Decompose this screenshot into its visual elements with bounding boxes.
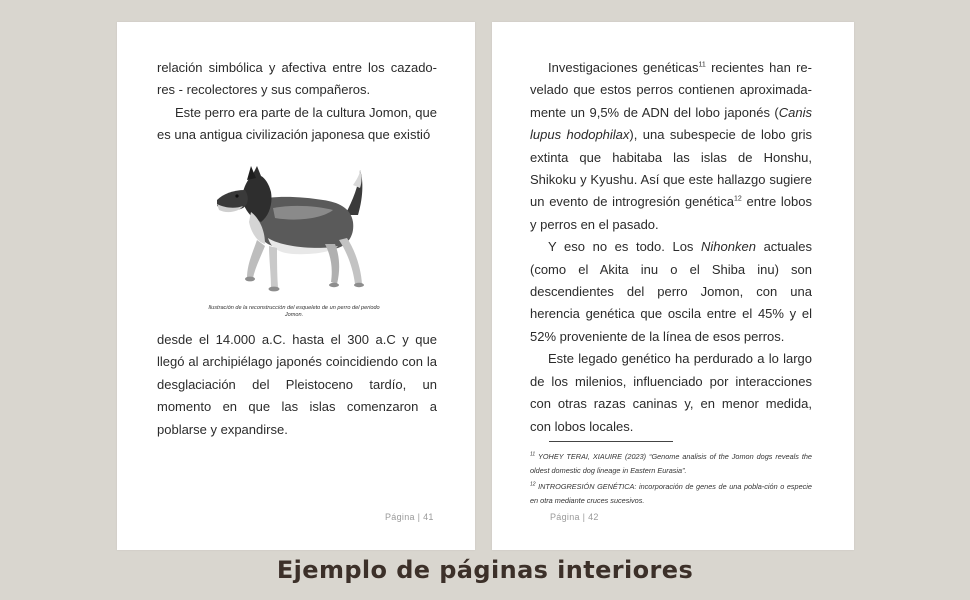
- text-run: ), una subespecie de lobo gris extinta que habitaba las islas de Honshu, Shikoku y Kyushu. Así que este hallazgo sugiere un evento de introgresión genética: [530, 127, 812, 210]
- paragraph: relación simbólica y afectiva entre los cazado-res - recolectores y sus compañeros.: [157, 60, 437, 98]
- footnote-11: [530, 450, 812, 478]
- footnote-12: [530, 480, 812, 508]
- banner-caption: Ejemplo de páginas interiores: [276, 556, 694, 584]
- paragraph: Este legado genético ha perdurado a lo largo de los milenios, influenciado por interacciones con otras razas caninas y, en menor medida, con lobos locales.: [530, 351, 812, 434]
- jomon-dog-illustration: [213, 160, 383, 302]
- footnote-ref: 11: [698, 61, 706, 69]
- paragraph: Este perro era parte de la cultura Jomon, que es una antigua civilización japonesa que existió: [157, 104, 437, 143]
- text-run: entre lobos y perros en el pasado.: [530, 194, 812, 232]
- text-run: actuales (como el Akita inu o el Shiba inu) son descendientes del perro Jomon, con una herencia genética que oscila entre el 45% y el 52% proveniente de la línea de esos perros.: [530, 239, 812, 344]
- paragraph: [530, 57, 812, 236]
- page-41-text-bottom: [157, 329, 437, 441]
- figure-caption: Ilustración de la reconstrucción del esqueleto de un perro del periodo Jomon.: [208, 305, 380, 318]
- footnote-text: YOHEY TERAI, XIAUIRE (2023) “Genome analisis of the Jomon dogs reveals the oldest domestic dog lineage in Eastern Eurasia”.: [530, 452, 812, 475]
- footnote-number: 11: [530, 451, 536, 458]
- paragraph: [530, 236, 812, 348]
- paragraph: desde el 14.000 a.C. hasta el 300 a.C y que llegó al archipiélago japonés coincidiendo con la desglaciación del Pleistoceno tardío, un momento en que las islas comenzaron a poblarse y expandirse.: [157, 332, 437, 437]
- page-number: Página | 42: [550, 512, 599, 522]
- breed-group: Nihonken: [701, 239, 756, 255]
- text-run: Investigaciones genéticas: [548, 60, 699, 75]
- footnote-text: INTROGRESIÓN GENÉTICA: incorporación de genes de una pobla-ción o especie en otra mediante cruces sucesivos.: [530, 482, 812, 505]
- page-41-text-top: [157, 57, 437, 147]
- text-run: Y eso no es todo. Los: [548, 239, 702, 255]
- page-42-text: [530, 57, 812, 438]
- species-name: Canis lupus hodophilax: [530, 104, 812, 143]
- page-number: Página | 41: [385, 512, 434, 522]
- footnote-ref: 12: [734, 196, 742, 204]
- text-run: recientes han re-velado que estos perros contienen aproximada-mente un 9,5% de ADN del lobo japonés (: [530, 60, 812, 120]
- footnote-rule: [549, 441, 673, 442]
- book-page-42: [492, 22, 854, 550]
- footnote-number: 12: [530, 481, 536, 488]
- book-page-41: [117, 22, 475, 550]
